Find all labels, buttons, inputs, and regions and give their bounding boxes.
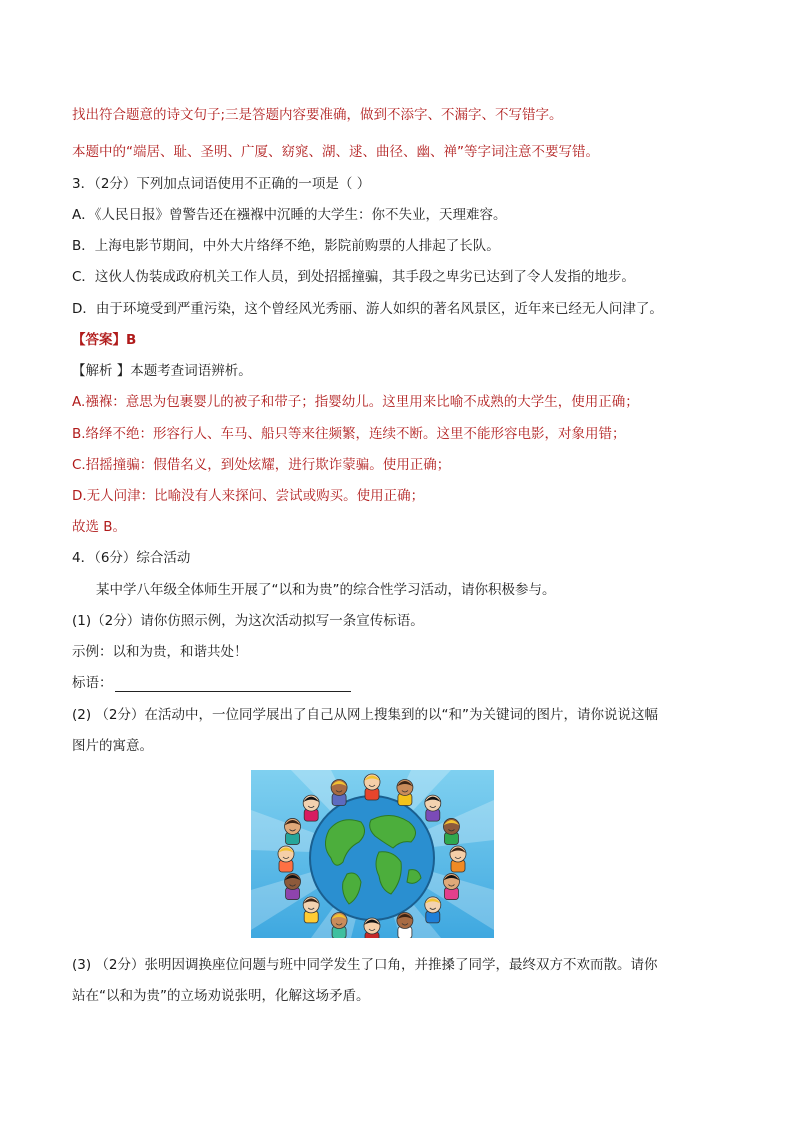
child-figure (285, 818, 301, 844)
sub-question-2-line-2: 图片的寓意。 (72, 738, 153, 754)
question-3-stem: 3．（2分）下列加点词语使用不正确的一项是（ ） (72, 176, 371, 192)
child-figure (397, 913, 413, 938)
globe-children-illustration (251, 770, 494, 938)
analysis-c: C.招摇撞骗：假借名义，到处炫耀，进行欺诈蒙骗。使用正确； (72, 457, 451, 473)
option-d: D．由于环境受到严重污染，这个曾经风光秀丽、游人如织的著名风景区，近年来已经无人问津了。 (72, 301, 663, 317)
sub-question-1: (1)（2分）请你仿照示例，为这次活动拟写一条宣传标语。 (72, 613, 424, 629)
child-figure (443, 818, 459, 844)
sub-question-3-line-2: 站在“以和为贵”的立场劝说张明，化解这场矛盾。 (72, 988, 370, 1004)
option-b: B．上海电影节期间，中外大片络绎不绝，影院前购票的人排起了长队。 (72, 238, 500, 254)
option-a: A．《人民日报》曾警告还在襁褓中沉睡的大学生：你不失业，天理难容。 (72, 207, 507, 223)
child-figure (303, 897, 319, 923)
analysis-label: 【解析 】本题考查词语辨析。 (72, 363, 252, 379)
option-c: C．这伙人伪装成政府机关工作人员，到处招摇撞骗，其手段之卑劣已达到了令人发指的地步。 (72, 269, 635, 285)
globe-illustration-svg (251, 770, 494, 938)
globe-icon (310, 796, 434, 920)
child-figure (331, 779, 347, 805)
slogan-label: 标语： (72, 675, 113, 691)
child-figure (278, 846, 294, 872)
analysis-a: A.襁褓：意思为包裹婴儿的被子和带子；指婴幼儿。这里用来比喻不成熟的大学生，使用正确； (72, 394, 639, 410)
child-figure (285, 874, 301, 900)
line-intro-2: 本题中的“端居、耻、圣明、广厦、窈窕、湖、逑、曲径、幽、禅”等字词注意不要写错。 (72, 144, 599, 160)
sub-question-3-line-1: (3) （2分）张明因调换座位问题与班中同学发生了口角，并推搡了同学，最终双方不欢而散。请你 (72, 957, 658, 973)
analysis-d: D.无人问津：比喻没有人来探问、尝试或购买。使用正确； (72, 488, 425, 504)
line-intro-1: 找出符合题意的诗文句子;三是答题内容要准确，做到不添字、不漏字、不写错字。 (72, 107, 563, 123)
child-figure (364, 774, 380, 800)
child-figure (443, 874, 459, 900)
child-figure (425, 795, 441, 821)
slogan-blank[interactable] (115, 677, 351, 692)
question-4-stem: 4．（6分）综合活动 (72, 550, 191, 566)
analysis-b: B.络绎不绝：形容行人、车马、船只等来往频繁，连续不断。这里不能形容电影，对象用错； (72, 426, 626, 442)
child-figure (397, 779, 413, 805)
child-figure (364, 918, 380, 938)
answer-label: 【答案】B (72, 332, 137, 348)
sub-question-2-line-1: (2) （2分）在活动中，一位同学展出了自己从网上搜集到的以“和”为关键词的图片，请你说说这幅 (72, 707, 658, 723)
question-4-intro: 某中学八年级全体师生开展了“以和为贵”的综合性学习活动，请你积极参与。 (96, 582, 556, 598)
example-slogan: 示例：以和为贵，和谐共处！ (72, 644, 248, 660)
analysis-conclusion: 故选 B。 (72, 519, 127, 535)
child-figure (303, 795, 319, 821)
child-figure (450, 846, 466, 872)
slogan-answer-row (72, 674, 351, 692)
child-figure (331, 913, 347, 938)
child-figure (425, 897, 441, 923)
